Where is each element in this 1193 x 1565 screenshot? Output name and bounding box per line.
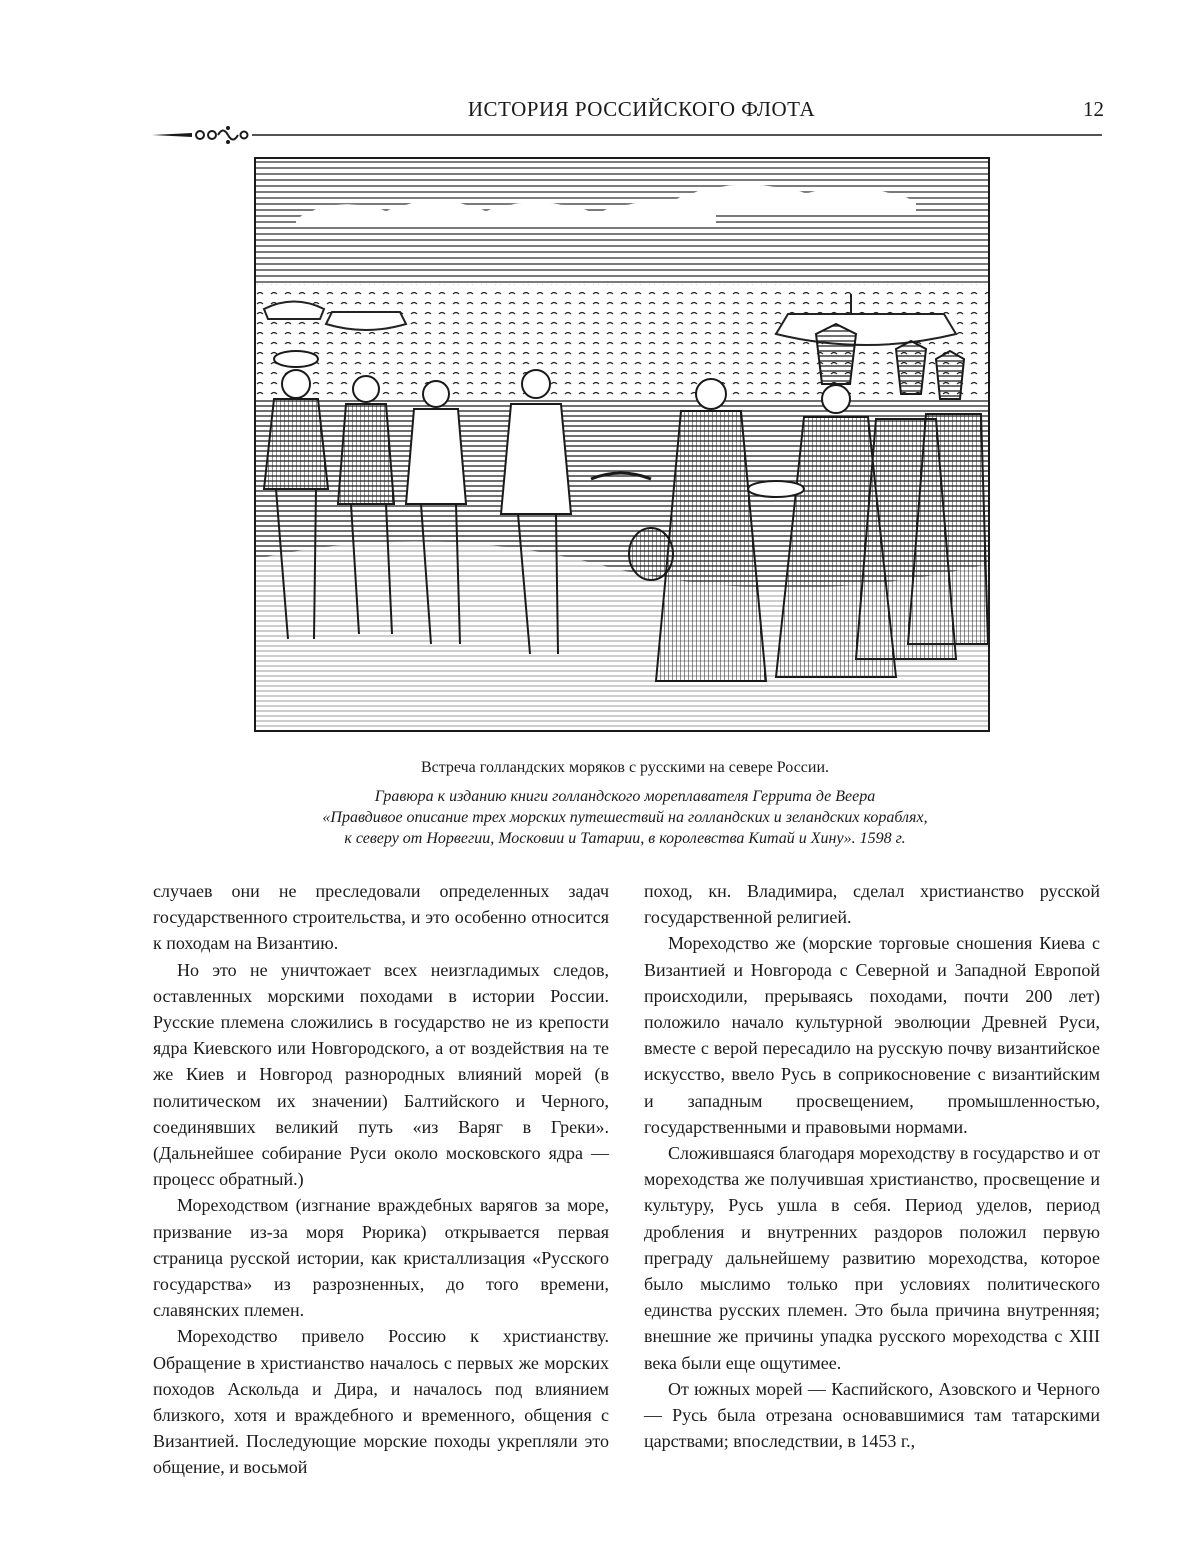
running-title: ИСТОРИЯ РОССИЙСКОГО ФЛОТА — [467, 97, 816, 121]
figure-credit — [200, 786, 1050, 849]
credit-line: к северу от Норвегии, Московии и Татарии, в королевства Китай и Хину». 1598 г. — [344, 830, 906, 847]
left-column — [153, 878, 609, 1481]
paragraph: Сложившаяся благодаря мореходству в государство и от мореходства же получившая христианство, просвещение и культуру, Русь ушла в себя. Период уделов, период дробления и внутренних раздоров положил первую преграду дальнейшему развитию мореходства, которое было мыслимо только при условиях политического единства русских племен. Это была причина внутренняя; внешние же причины упадка русского мореходства с XIII века были еще ощутимее. — [644, 1143, 1100, 1373]
paragraph: Мореходство же (морские торговые сношения Киева с Византией и Новгорода с Северной и Западной Европой происходили, прерываясь походами, почти 200 лет) положило начало культурной эволюции Древней Руси, вместе с верой пересадило на русскую почву византийское искусство, ввело Русь в соприкосновение с византийским и западным просвещением, промышленностью, государственными и правовыми нормами. — [644, 933, 1100, 1137]
paragraph: Но это не уничтожает всех неизгладимых следов, оставленных морскими походами в истории России. Русские племена сложились в государство не из крепости ядра Киевского или Новгородского, а от воздействия на те же Киев и Новгород разнородных влияний морей (в политическом их значении) Балтийского и Черного, соединявших великий путь «из Варяг в Греки». (Дальнейшее собирание Руси около московского ядра — процесс обратный.) — [153, 959, 609, 1190]
paragraph: Мореходством (изгнание враждебных варягов за море, призвание из-за моря Рюрика) открывается первая страница русской истории, как кристаллизация «Русского государства» из разрозненных, до того времени, славянских племен. — [153, 1195, 609, 1321]
paragraph: От южных морей — Каспийского, Азовского и Черного — Русь была отрезана основавшимися там татарскими царствами; впоследствии, в 1453 г., — [644, 1378, 1100, 1452]
credit-line: «Правдивое описание трех морских путешествий на голландских и зеландских кораблях, — [322, 809, 928, 826]
page-number: 12 — [1083, 97, 1104, 121]
right-column — [644, 878, 1100, 1454]
paragraph: Мореходство привело Россию к христианству. Обращение в христианство началось с первых же морских походов Аскольда и Дира, и началось под влиянием близкого, хотя и враждебного и временного, общения с Византией. Последующие морские походы укрепляли это общение, и восьмой — [153, 1326, 609, 1478]
figure-caption: Встреча голландских моряков с русскими на севере России. — [420, 759, 830, 776]
paragraph: случаев они не преследовали определенных задач государственного строительства, и это особенно относится к походам на Византию. — [153, 881, 609, 954]
engraving-illustration — [254, 157, 990, 732]
paragraph: поход, кн. Владимира, сделал христианство русской государственной религией. — [644, 881, 1100, 928]
credit-line: Гравюра к изданию книги голландского мореплавателя Геррита де Веера — [374, 788, 876, 805]
ornamental-rule — [152, 124, 1102, 146]
